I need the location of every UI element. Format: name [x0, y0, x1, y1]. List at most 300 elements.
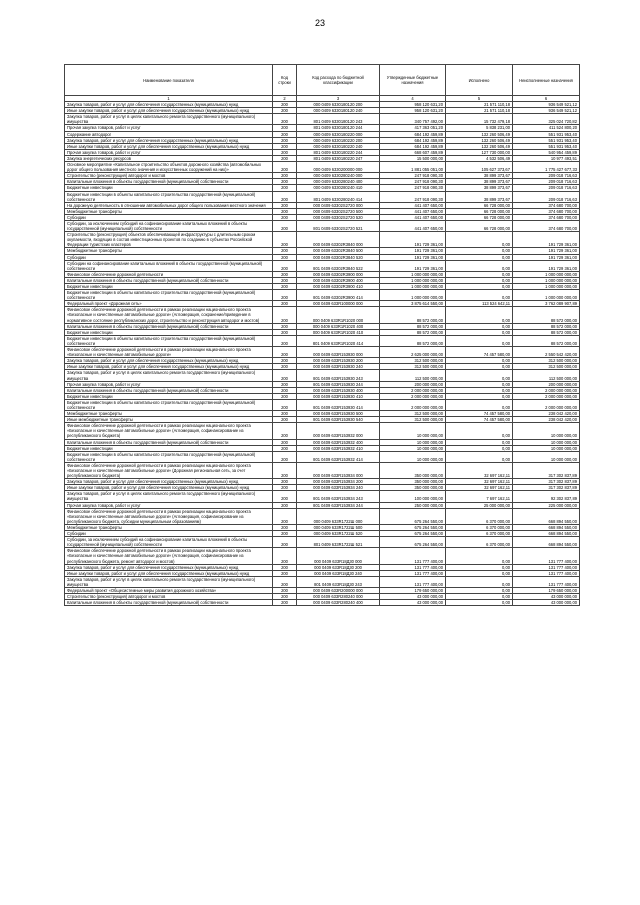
row-code-cell: 200: [273, 485, 297, 491]
executed-amount-cell: 0,00: [446, 423, 513, 439]
row-name-cell: Закупка товаров, работ и услуг в целях капитального ремонта государственного (муниципального) имущества: [65, 491, 273, 502]
unexecuted-amount-cell: 325 024 720,82: [513, 114, 580, 125]
row-code-cell: 200: [273, 358, 297, 364]
classification-code-cell: 801 0409 63302R3900 414: [297, 290, 380, 301]
unexecuted-amount-cell: 1 000 000 000,00: [513, 271, 580, 277]
executed-amount-cell: 15 732 479,18: [446, 114, 513, 125]
row-name-cell: Финансовое обеспечение дорожной деятельности в рамках реализации национального проекта «Безопасные и качественные автомобильные дороги»: [65, 347, 273, 358]
row-name-cell: Строительство (реконструкция) автодорог и мостов: [65, 594, 273, 600]
approved-amount-cell: 350 000 000,00: [380, 462, 446, 478]
classification-code-cell: 000 0409 6330180120 240: [297, 108, 380, 114]
executed-amount-cell: 0,00: [446, 323, 513, 329]
approved-amount-cell: 191 729 361,00: [380, 254, 446, 260]
table-row: [65, 347, 580, 358]
row-name-cell: Закупка товаров, работ и услуг для обеспечения государственных (муниципальных) нужд: [65, 102, 273, 108]
classification-code-cell: 801 0409 6330180120 244: [297, 125, 380, 131]
row-name-cell: Финансовое обеспечение дорожной деятельности в рамках реализации национального проекта «Безопасные и качественные автомобильные дороги» (Агломерация, сохранение/приведение в нормативное состояние республиканских дорог, строительство и реконструкция автодорог и мостов): [65, 307, 273, 323]
row-code-cell: 200: [273, 307, 297, 323]
approved-amount-cell: 131 777 400,00: [380, 548, 446, 564]
header-name: Наименование показателя: [65, 65, 273, 96]
approved-amount-cell: 1 000 000 000,00: [380, 284, 446, 290]
classification-code-cell: 801 0409 633R153930 414: [297, 399, 380, 410]
unexecuted-amount-cell: 10 000 000,00: [513, 423, 580, 439]
row-name-cell: Содержание автодорог: [65, 131, 273, 137]
row-code-cell: 200: [273, 260, 297, 271]
row-code-cell: 200: [273, 137, 297, 143]
row-code-cell: 200: [273, 548, 297, 564]
row-name-cell: Иные межбюджетные трансферты: [65, 417, 273, 423]
unexecuted-amount-cell: 2 000 000 000,00: [513, 399, 580, 410]
unexecuted-amount-cell: 179 650 000,00: [513, 587, 580, 593]
executed-amount-cell: 0,00: [446, 290, 513, 301]
classification-code-cell: 000 0409 633R153934 000: [297, 462, 380, 478]
row-name-cell: Бюджетные инвестиции: [65, 393, 273, 399]
table-row: [65, 537, 580, 548]
table-row: [65, 399, 580, 410]
approved-amount-cell: 675 264 550,00: [380, 524, 446, 530]
row-code-cell: 200: [273, 411, 297, 417]
table-row: [65, 451, 580, 462]
table-row: [65, 143, 580, 149]
column-number: 4: [380, 96, 446, 102]
row-code-cell: 200: [273, 173, 297, 179]
approved-amount-cell: 2 000 000 000,00: [380, 399, 446, 410]
row-name-cell: Капитальные вложения в объекты государственной (муниципальной) собственности: [65, 600, 273, 606]
unexecuted-amount-cell: 209 018 716,63: [513, 179, 580, 185]
approved-amount-cell: 441 407 650,00: [380, 208, 446, 214]
column-number: 3: [297, 96, 380, 102]
row-name-cell: Прочая закупка товаров, работ и услуг: [65, 149, 273, 155]
executed-amount-cell: 25 000 000,00: [446, 502, 513, 508]
approved-amount-cell: 350 000 000,00: [380, 479, 446, 485]
unexecuted-amount-cell: 411 524 800,20: [513, 125, 580, 131]
executed-amount-cell: 38 899 373,67: [446, 185, 513, 191]
row-name-cell: Капитальные вложения в объекты государственной (муниципальной) собственности: [65, 323, 273, 329]
unexecuted-amount-cell: 668 894 550,00: [513, 531, 580, 537]
executed-amount-cell: 21 571 110,18: [446, 102, 513, 108]
unexecuted-amount-cell: 191 729 361,00: [513, 260, 580, 271]
table-row: [65, 202, 580, 208]
row-code-cell: 200: [273, 329, 297, 335]
classification-code-cell: 000 0409 633R18Д30 240: [297, 570, 380, 576]
executed-amount-cell: 0,00: [446, 587, 513, 593]
row-name-cell: Межбюджетные трансферты: [65, 524, 273, 530]
classification-code-cell: 000 0409 633R153930 500: [297, 411, 380, 417]
row-code-cell: 200: [273, 202, 297, 208]
row-name-cell: Закупка товаров, работ и услуг для обеспечения государственных (муниципальных) нужд: [65, 137, 273, 143]
table-row: [65, 439, 580, 445]
approved-amount-cell: 958 120 631,20: [380, 108, 446, 114]
approved-amount-cell: 340 757 492,00: [380, 114, 446, 125]
classification-code-cell: 000 0409 63302S2720 520: [297, 214, 380, 220]
table-row: [65, 364, 580, 370]
classification-code-cell: 801 0409 633R153934 244: [297, 502, 380, 508]
classification-code-cell: 801 0409 633R1722Ш 521: [297, 537, 380, 548]
classification-code-cell: 801 0409 633R1R1020 414: [297, 335, 380, 346]
table-row: [65, 108, 580, 114]
executed-amount-cell: 7 697 162,11: [446, 491, 513, 502]
row-code-cell: 200: [273, 102, 297, 108]
row-name-cell: Федеральный проект «Общесистемные меры развития дорожного хозяйства»: [65, 587, 273, 593]
row-name-cell: Бюджетные инвестиции: [65, 284, 273, 290]
classification-code-cell: 000 0409 633R1R1020 410: [297, 329, 380, 335]
executed-amount-cell: 0,00: [446, 260, 513, 271]
executed-amount-cell: 66 728 000,00: [446, 202, 513, 208]
row-name-cell: Закупка товаров, работ и услуг для обеспечения государственных (муниципальных) нужд: [65, 564, 273, 570]
unexecuted-amount-cell: 191 729 361,00: [513, 248, 580, 254]
table-row: [65, 191, 580, 202]
row-code-cell: 200: [273, 417, 297, 423]
row-name-cell: Капитальные вложения в объекты государственной (муниципальной) собственности: [65, 277, 273, 283]
classification-code-cell: 801 0409 63302S2720 521: [297, 220, 380, 231]
executed-amount-cell: 105 627 373,67: [446, 162, 513, 173]
unexecuted-amount-cell: 225 000 000,00: [513, 502, 580, 508]
unexecuted-amount-cell: 551 931 953,40: [513, 131, 580, 137]
table-row: [65, 290, 580, 301]
unexecuted-amount-cell: 238 042 420,00: [513, 411, 580, 417]
row-code-cell: 200: [273, 284, 297, 290]
table-row: [65, 173, 580, 179]
row-name-cell: Межбюджетные трансферты: [65, 208, 273, 214]
classification-code-cell: 000 0409 6330180220 240: [297, 143, 380, 149]
approved-amount-cell: 88 572 000,00: [380, 307, 446, 323]
executed-amount-cell: 0,00: [446, 364, 513, 370]
table-row: [65, 576, 580, 587]
unexecuted-amount-cell: 131 777 400,00: [513, 548, 580, 564]
classification-code-cell: 000 0409 63302R3900 400: [297, 277, 380, 283]
approved-amount-cell: 350 000 000,00: [380, 485, 446, 491]
approved-amount-cell: 15 500 000,00: [380, 155, 446, 161]
executed-amount-cell: 6 370 000,00: [446, 531, 513, 537]
executed-amount-cell: 0,00: [446, 335, 513, 346]
classification-code-cell: 000 0409 633R1R1020 000: [297, 307, 380, 323]
row-code-cell: 200: [273, 185, 297, 191]
approved-amount-cell: 131 777 400,00: [380, 576, 446, 587]
table-row: [65, 462, 580, 478]
table-row: [65, 232, 580, 248]
executed-amount-cell: 66 728 000,00: [446, 208, 513, 214]
row-code-cell: 200: [273, 149, 297, 155]
executed-amount-cell: 0,00: [446, 399, 513, 410]
approved-amount-cell: 1 000 000 000,00: [380, 277, 446, 283]
executed-amount-cell: 0,00: [446, 570, 513, 576]
approved-amount-cell: 100 000 000,00: [380, 491, 446, 502]
table-row: [65, 594, 580, 600]
executed-amount-cell: 0,00: [446, 387, 513, 393]
table-row: [65, 220, 580, 231]
header-approved: Утвержденные бюджетные назначения: [380, 65, 446, 96]
executed-amount-cell: 66 728 000,00: [446, 220, 513, 231]
unexecuted-amount-cell: 131 777 400,00: [513, 570, 580, 576]
row-name-cell: Иные закупки товаров, работ и услуг для обеспечения государственных (муниципальных) нужд: [65, 570, 273, 576]
classification-code-cell: 000 0409 63302R3900 410: [297, 284, 380, 290]
classification-code-cell: 801 0409 633R153932 414: [297, 451, 380, 462]
approved-amount-cell: 684 192 459,89: [380, 131, 446, 137]
classification-code-cell: 000 0409 633R153930 410: [297, 393, 380, 399]
row-name-cell: Межбюджетные трансферты: [65, 411, 273, 417]
classification-code-cell: 000 0409 633R153930 400: [297, 387, 380, 393]
table-row: [65, 508, 580, 524]
row-code-cell: 200: [273, 524, 297, 530]
classification-code-cell: 801 0409 63302R3840 522: [297, 260, 380, 271]
approved-amount-cell: 312 500 000,00: [380, 411, 446, 417]
unexecuted-amount-cell: 209 018 716,63: [513, 185, 580, 191]
approved-amount-cell: 247 918 090,30: [380, 185, 446, 191]
approved-amount-cell: 684 192 459,89: [380, 143, 446, 149]
row-code-cell: 200: [273, 277, 297, 283]
unexecuted-amount-cell: 112 500 000,00: [513, 370, 580, 381]
approved-amount-cell: 247 918 090,30: [380, 179, 446, 185]
row-name-cell: Прочая закупка товаров, работ и услуг: [65, 125, 273, 131]
row-name-cell: Субсидии: [65, 254, 273, 260]
unexecuted-amount-cell: 2 000 000 000,00: [513, 393, 580, 399]
approved-amount-cell: 675 264 550,00: [380, 537, 446, 548]
executed-amount-cell: 6 370 000,00: [446, 508, 513, 524]
row-code-cell: 200: [273, 143, 297, 149]
classification-code-cell: 000 0409 63302R3900 000: [297, 271, 380, 277]
approved-amount-cell: 2 000 000 000,00: [380, 387, 446, 393]
executed-amount-cell: 0,00: [446, 548, 513, 564]
row-code-cell: 200: [273, 179, 297, 185]
table-header-row: [65, 65, 580, 96]
table-row: [65, 587, 580, 593]
row-code-cell: 200: [273, 271, 297, 277]
column-number: 5: [446, 96, 513, 102]
executed-amount-cell: 32 697 162,11: [446, 485, 513, 491]
classification-code-cell: 000 0409 6330280240 000: [297, 173, 380, 179]
executed-amount-cell: 6 370 000,00: [446, 524, 513, 530]
classification-code-cell: 801 0409 633R18Д30 243: [297, 576, 380, 587]
classification-code-cell: 801 0409 633R153930 244: [297, 381, 380, 387]
table-row: [65, 491, 580, 502]
unexecuted-amount-cell: 131 777 400,00: [513, 564, 580, 570]
classification-code-cell: 000 0409 633R153930 200: [297, 358, 380, 364]
executed-amount-cell: 0,00: [446, 564, 513, 570]
unexecuted-amount-cell: 551 931 953,40: [513, 143, 580, 149]
unexecuted-amount-cell: 88 572 000,00: [513, 329, 580, 335]
row-code-cell: 200: [273, 381, 297, 387]
row-code-cell: 200: [273, 587, 297, 593]
classification-code-cell: 000 0409 633R280240 000: [297, 594, 380, 600]
unexecuted-amount-cell: 374 680 700,00: [513, 202, 580, 208]
row-name-cell: Основное мероприятие «Капитальное строительство объектов дорожного хозяйства (автомобильных дорог общего пользования местного значения и искусственных сооружений на них)»: [65, 162, 273, 173]
row-code-cell: 200: [273, 254, 297, 260]
unexecuted-amount-cell: 374 680 700,00: [513, 208, 580, 214]
executed-amount-cell: 0,00: [446, 381, 513, 387]
row-code-cell: 200: [273, 370, 297, 381]
row-code-cell: 200: [273, 290, 297, 301]
row-name-cell: Прочая закупка товаров, работ и услуг: [65, 502, 273, 508]
row-name-cell: Финансовое обеспечение дорожной деятельности в рамках реализации национального проекта «Безопасные и качественные автомобильные дороги» (Дорожная региональная сеть, за счет республиканского бюджета): [65, 462, 273, 478]
header-unexecuted: Неисполненные назначения: [513, 65, 580, 96]
row-code-cell: 200: [273, 462, 297, 478]
row-name-cell: Капитальные вложения в объекты государственной (муниципальной) собственности: [65, 179, 273, 185]
header-row-code: Код строки: [273, 65, 297, 96]
approved-amount-cell: 191 729 361,00: [380, 232, 446, 248]
unexecuted-amount-cell: 191 729 361,00: [513, 232, 580, 248]
row-name-cell: Закупка товаров, работ и услуг для обеспечения государственных (муниципальных) нужд: [65, 479, 273, 485]
row-code-cell: 200: [273, 451, 297, 462]
executed-amount-cell: 132 260 506,49: [446, 137, 513, 143]
classification-code-cell: 000 0409 63302R3840 000: [297, 232, 380, 248]
executed-amount-cell: 0,00: [446, 277, 513, 283]
approved-amount-cell: 10 000 000,00: [380, 445, 446, 451]
table-row: [65, 358, 580, 364]
executed-amount-cell: 4 532 506,49: [446, 155, 513, 161]
executed-amount-cell: 0,00: [446, 600, 513, 606]
approved-amount-cell: 131 777 400,00: [380, 570, 446, 576]
table-row: [65, 600, 580, 606]
executed-amount-cell: 0,00: [446, 393, 513, 399]
approved-amount-cell: 247 918 090,30: [380, 173, 446, 179]
row-code-cell: 200: [273, 508, 297, 524]
unexecuted-amount-cell: 43 000 000,00: [513, 594, 580, 600]
row-name-cell: Субсидии на софинансирование капитальных вложений в объекты государственной (муниципальной) собственности: [65, 260, 273, 271]
row-code-cell: 200: [273, 491, 297, 502]
approved-amount-cell: 668 607 459,89: [380, 149, 446, 155]
classification-code-cell: 801 0409 633R153934 243: [297, 491, 380, 502]
unexecuted-amount-cell: 88 572 000,00: [513, 323, 580, 329]
row-code-cell: 200: [273, 114, 297, 125]
executed-amount-cell: 66 728 000,00: [446, 214, 513, 220]
executed-amount-cell: 0,00: [446, 370, 513, 381]
row-code-cell: 200: [273, 600, 297, 606]
approved-amount-cell: 250 000 000,00: [380, 502, 446, 508]
header-classification-code: Код расхода по бюджетной классификации: [297, 65, 380, 96]
unexecuted-amount-cell: 88 572 000,00: [513, 307, 580, 323]
classification-code-cell: 000 0409 633R153934 200: [297, 479, 380, 485]
column-number: 2: [273, 96, 297, 102]
executed-amount-cell: 0,00: [446, 451, 513, 462]
unexecuted-amount-cell: 92 302 837,89: [513, 491, 580, 502]
approved-amount-cell: 312 500 000,00: [380, 364, 446, 370]
classification-code-cell: 000 0409 63302R3840 520: [297, 254, 380, 260]
classification-code-cell: 000 0409 633R153934 240: [297, 485, 380, 491]
row-code-cell: 200: [273, 423, 297, 439]
row-name-cell: Иные закупки товаров, работ и услуг для обеспечения государственных (муниципальных) нужд: [65, 364, 273, 370]
classification-code-cell: 000 0409 6330180220 200: [297, 137, 380, 143]
approved-amount-cell: 43 000 000,00: [380, 594, 446, 600]
table-row: [65, 307, 580, 323]
classification-code-cell: 801 0409 6330280240 414: [297, 191, 380, 202]
approved-amount-cell: 2 000 000 000,00: [380, 393, 446, 399]
row-name-cell: Капитальные вложения в объекты государственной (муниципальной) собственности: [65, 387, 273, 393]
executed-amount-cell: 0,00: [446, 271, 513, 277]
approved-amount-cell: 200 000 000,00: [380, 381, 446, 387]
row-name-cell: Бюджетные инвестиции: [65, 445, 273, 451]
classification-code-cell: 000 0409 633R100000 000: [297, 301, 380, 307]
table-row: [65, 102, 580, 108]
unexecuted-amount-cell: 200 000 000,00: [513, 381, 580, 387]
row-code-cell: 200: [273, 479, 297, 485]
row-code-cell: 200: [273, 576, 297, 587]
row-name-cell: Строительство (реконструкция) объектов обеспечивающей инфраструктуры с длительным сроком окупаемости, входящих в состав инвестиционных проектов по созданию в субъектах Российской Федерации туристских кластеров: [65, 232, 273, 248]
approved-amount-cell: 43 000 000,00: [380, 600, 446, 606]
executed-amount-cell: 0,00: [446, 445, 513, 451]
approved-amount-cell: 10 000 000,00: [380, 423, 446, 439]
unexecuted-amount-cell: 10 000 000,00: [513, 439, 580, 445]
executed-amount-cell: 0,00: [446, 232, 513, 248]
row-code-cell: 200: [273, 323, 297, 329]
executed-amount-cell: 0,00: [446, 358, 513, 364]
unexecuted-amount-cell: 2 550 542 420,00: [513, 347, 580, 358]
classification-code-cell: 000 0409 633R1722Ш 000: [297, 508, 380, 524]
classification-code-cell: 000 0409 633R1722Ш 500: [297, 524, 380, 530]
classification-code-cell: 000 0409 6330280240 410: [297, 185, 380, 191]
unexecuted-amount-cell: 88 572 000,00: [513, 335, 580, 346]
table-row: [65, 323, 580, 329]
executed-amount-cell: 0,00: [446, 439, 513, 445]
row-code-cell: 200: [273, 387, 297, 393]
row-code-cell: 200: [273, 502, 297, 508]
classification-code-cell: 000 0409 6330200000 000: [297, 162, 380, 173]
executed-amount-cell: 38 899 373,67: [446, 191, 513, 202]
unexecuted-amount-cell: 131 777 400,00: [513, 576, 580, 587]
classification-code-cell: 000 0409 6330180120 200: [297, 102, 380, 108]
row-name-cell: Финансовое обеспечение дорожной деятельности в рамках реализации национального проекта «Безопасные и качественные автомобильные дороги» (Агломерация, софинансирование из республиканского бюджета): [65, 423, 273, 439]
unexecuted-amount-cell: 540 954 459,89: [513, 149, 580, 155]
classification-code-cell: 000 0409 633R18Д30 000: [297, 548, 380, 564]
row-code-cell: 200: [273, 531, 297, 537]
row-code-cell: 200: [273, 155, 297, 161]
unexecuted-amount-cell: 936 549 521,12: [513, 108, 580, 114]
approved-amount-cell: 675 264 550,00: [380, 531, 446, 537]
row-name-cell: Закупка энергетических ресурсов: [65, 155, 273, 161]
row-name-cell: Субсидии, за исключением субсидий на софинансирование капитальных вложений в объекты государственной (муниципальной) собственности: [65, 537, 273, 548]
approved-amount-cell: 441 407 650,00: [380, 202, 446, 208]
executed-amount-cell: 0,00: [446, 594, 513, 600]
unexecuted-amount-cell: 317 302 837,89: [513, 479, 580, 485]
row-name-cell: Бюджетные инвестиции в объекты капитального строительства государственной (муниципальной) собственности: [65, 335, 273, 346]
table-row: [65, 485, 580, 491]
approved-amount-cell: 312 500 000,00: [380, 417, 446, 423]
row-code-cell: 200: [273, 208, 297, 214]
row-name-cell: Бюджетные инвестиции в объекты капитального строительства государственной (муниципальной) собственности: [65, 399, 273, 410]
table-row: [65, 370, 580, 381]
row-name-cell: Закупка товаров, работ и услуг для обеспечения государственных (муниципальных) нужд: [65, 358, 273, 364]
unexecuted-amount-cell: 668 894 550,00: [513, 537, 580, 548]
executed-amount-cell: 0,00: [446, 307, 513, 323]
row-code-cell: 200: [273, 220, 297, 231]
executed-amount-cell: 74 457 580,00: [446, 417, 513, 423]
unexecuted-amount-cell: 3 762 089 907,89: [513, 301, 580, 307]
classification-code-cell: 801 0409 6330180220 244: [297, 149, 380, 155]
approved-amount-cell: 417 363 051,20: [380, 125, 446, 131]
classification-code-cell: 000 0409 633R1722Ш 520: [297, 531, 380, 537]
executed-amount-cell: 6 370 000,00: [446, 537, 513, 548]
row-code-cell: 200: [273, 232, 297, 248]
classification-code-cell: 000 0409 633R200000 000: [297, 587, 380, 593]
approved-amount-cell: 1 000 000 000,00: [380, 271, 446, 277]
row-name-cell: Строительство (реконструкция) автодорог и мостов: [65, 173, 273, 179]
executed-amount-cell: 132 260 506,49: [446, 143, 513, 149]
table-row: [65, 114, 580, 125]
classification-code-cell: 000 0409 63302R3840 500: [297, 248, 380, 254]
classification-code-cell: 000 0409 633R153930 240: [297, 364, 380, 370]
unexecuted-amount-cell: 2 000 000 000,00: [513, 387, 580, 393]
classification-code-cell: 000 0409 633R153932 400: [297, 439, 380, 445]
approved-amount-cell: 1 881 055 051,00: [380, 162, 446, 173]
approved-amount-cell: 441 407 650,00: [380, 220, 446, 231]
approved-amount-cell: 958 120 631,20: [380, 102, 446, 108]
row-code-cell: 200: [273, 439, 297, 445]
executed-amount-cell: 0,00: [446, 284, 513, 290]
row-code-cell: 200: [273, 364, 297, 370]
row-name-cell: Межбюджетные трансферты: [65, 248, 273, 254]
executed-amount-cell: 32 697 162,11: [446, 462, 513, 478]
row-code-cell: 200: [273, 537, 297, 548]
row-code-cell: 200: [273, 162, 297, 173]
